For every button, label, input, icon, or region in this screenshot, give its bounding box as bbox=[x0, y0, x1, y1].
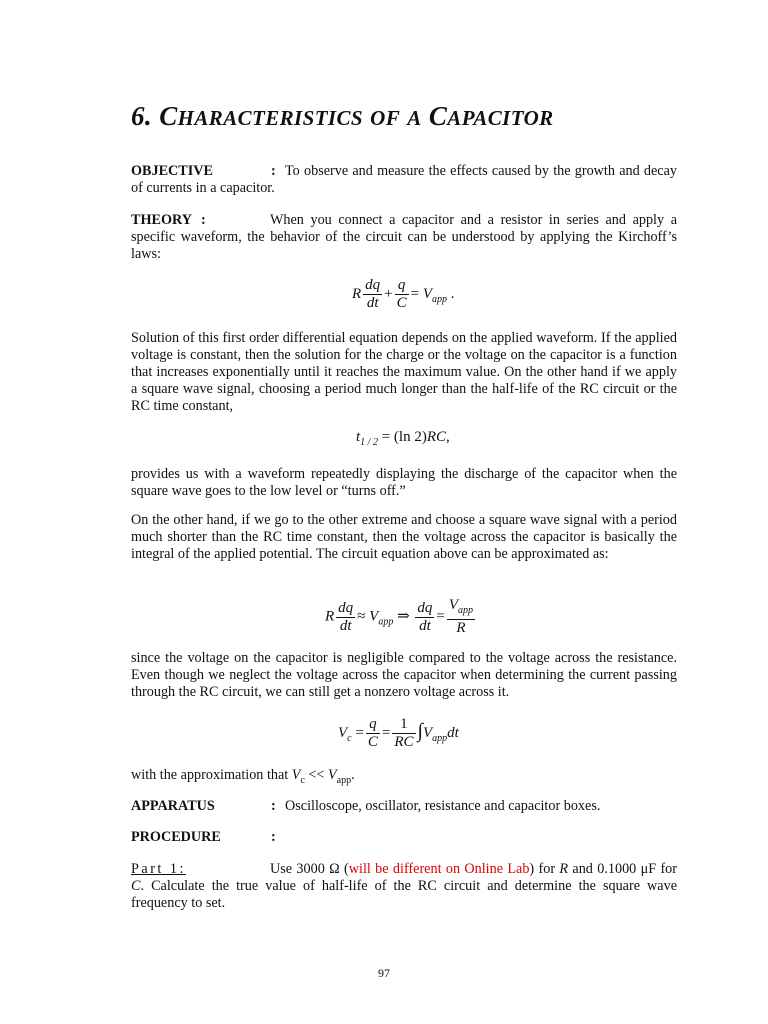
eq3-R: R bbox=[325, 608, 335, 625]
title-word: A bbox=[407, 106, 422, 130]
part1-text-4: . Calculate the true value of half-life of the RC circuit and determine the square wave frequency to set. bbox=[131, 878, 677, 911]
eq3-implies: ⇒ bbox=[397, 608, 410, 625]
eq3-dq: dq bbox=[338, 599, 354, 616]
paragraph-other-extreme: On the other hand, if we go to the other extreme and choose a square wave signal with a period much shorter than the RC time constant, then the voltage across the capacitor is basically the integral of the applied potential. The circuit equation above can be approximated as: bbox=[131, 512, 677, 562]
eq4-integral: ∫ bbox=[417, 719, 423, 742]
eq1-q: q bbox=[395, 277, 409, 295]
p5-V2: V bbox=[328, 767, 337, 783]
eq4-equals: = bbox=[355, 724, 364, 741]
title-text bbox=[159, 101, 553, 131]
eq4-dt: dt bbox=[447, 724, 459, 741]
eq2-t: t bbox=[356, 429, 361, 445]
theory-label: THEORY bbox=[131, 212, 192, 228]
objective-section bbox=[131, 163, 677, 197]
eq4-Vapp: V bbox=[422, 724, 433, 741]
part1-text-3: and 0.1000 μF for bbox=[568, 861, 677, 877]
eq3-dt: dt bbox=[339, 617, 352, 634]
eq1-dq: dq bbox=[365, 277, 381, 293]
eq3-app: app bbox=[378, 616, 394, 628]
equation-half-life bbox=[356, 429, 450, 448]
part1-label: Part 1: bbox=[131, 861, 186, 877]
part1-section bbox=[131, 861, 677, 912]
eq4-q: q bbox=[366, 716, 380, 734]
eq1-plus: + bbox=[384, 285, 393, 302]
part1-text-1: Use 3000 Ω ( bbox=[270, 861, 349, 877]
eq2-sub: 1 / 2 bbox=[360, 437, 378, 448]
theory-colon: : bbox=[201, 212, 206, 228]
eq4-equals2: = bbox=[381, 724, 391, 741]
objective-colon: : bbox=[271, 163, 276, 179]
paragraph-approximation-note bbox=[131, 767, 677, 789]
eq3-Vapp-num bbox=[447, 597, 475, 620]
apparatus-section bbox=[131, 798, 677, 815]
eq3-approx: ≈ bbox=[357, 608, 366, 625]
objective-label: OBJECTIVE bbox=[131, 163, 213, 179]
title-word: CAPACITOR bbox=[428, 101, 554, 131]
apparatus-text: Oscilloscope, oscillator, resistance and capacitor boxes. bbox=[285, 798, 601, 814]
eq1-app: app bbox=[432, 293, 448, 305]
p5-c: c bbox=[300, 775, 305, 786]
eq4-c: c bbox=[347, 732, 352, 744]
eq2-ln: (ln 2) bbox=[393, 429, 427, 445]
eq4-V: V bbox=[338, 724, 348, 741]
title-word: CHARACTERISTICS bbox=[159, 101, 363, 131]
eq4-one: 1 bbox=[392, 716, 415, 734]
equation-approximation bbox=[325, 597, 477, 637]
p5-end: . bbox=[351, 767, 355, 783]
p5-ll: << bbox=[304, 767, 328, 783]
eq3-Vapp: V bbox=[448, 597, 459, 613]
eq1-equals: = bbox=[410, 285, 420, 302]
eq3-R-den: R bbox=[456, 620, 466, 636]
eq2-equals: = bbox=[381, 429, 391, 445]
eq1-V: V bbox=[422, 285, 433, 302]
paragraph-waveform: provides us with a waveform repeatedly displaying the discharge of the capacitor when the square wave goes to the low level or “turns off.” bbox=[131, 466, 677, 499]
eq1-end: . bbox=[450, 285, 455, 302]
procedure-label: PROCEDURE bbox=[131, 829, 221, 845]
title-number: 6. bbox=[131, 101, 153, 131]
eq3-V: V bbox=[369, 608, 379, 625]
eq4-frac-1RC bbox=[392, 716, 415, 751]
eq3-app2: app bbox=[458, 605, 474, 616]
part1-R: R bbox=[559, 861, 569, 877]
part1-text-2: ) for bbox=[529, 861, 560, 877]
objective-text: To observe and measure the effects caused by the growth and decay of currents in a capacitor. bbox=[131, 163, 677, 196]
eq4-app: app bbox=[432, 732, 448, 744]
eq1-frac-dqdt bbox=[363, 277, 382, 312]
eq3-frac-dqdt2 bbox=[415, 600, 434, 635]
eq3-dq2: dq bbox=[417, 599, 433, 616]
theory-section bbox=[131, 212, 677, 263]
eq4-frac-qC bbox=[366, 716, 380, 751]
procedure-section bbox=[131, 829, 677, 846]
apparatus-colon: : bbox=[271, 798, 276, 814]
apparatus-label: APPARATUS bbox=[131, 798, 215, 814]
eq3-frac-dqdt bbox=[336, 600, 355, 635]
eq1-C: C bbox=[396, 295, 407, 311]
eq1-frac-qC bbox=[395, 277, 409, 312]
page-title bbox=[131, 101, 554, 132]
eq1-dt: dt bbox=[366, 295, 379, 311]
eq2-RC: RC bbox=[426, 429, 447, 445]
page-number: 97 bbox=[378, 966, 390, 980]
p5-app: app bbox=[336, 775, 352, 786]
title-word: OF bbox=[370, 106, 401, 130]
eq3-equals: = bbox=[436, 608, 445, 625]
paragraph-negligible: since the voltage on the capacitor is negligible compared to the voltage across the resistance. Even though we neglect the voltage across the capacitor when determining the current passing through the RC circuit, we can still get a nonzero voltage across it. bbox=[131, 650, 677, 700]
procedure-colon: : bbox=[271, 829, 276, 845]
theory-text: When you connect a capacitor and a resistor in series and apply a specific waveform, the behavior of the circuit can be understood by applying the Kirchoff’s laws: bbox=[131, 212, 677, 262]
eq3-frac-VappR bbox=[447, 597, 475, 637]
eq2-end: , bbox=[446, 429, 450, 445]
eq4-RC: RC bbox=[394, 734, 414, 750]
p5-text: with the approximation that bbox=[131, 767, 292, 783]
eq4-C: C bbox=[367, 734, 378, 750]
eq1-R: R bbox=[352, 285, 362, 302]
equation-capacitor-voltage bbox=[338, 716, 459, 751]
equation-kirchhoff bbox=[352, 277, 455, 312]
p5-V: V bbox=[291, 767, 301, 783]
paragraph-solution: Solution of this first order differential equation depends on the applied waveform. If the applied voltage is constant, then the solution for the charge or the voltage on the capacitor is a function that increases exponentially until it reaches the maximum value. On the other hand if we apply a square wave signal, choosing a period much longer than the half-life of the RC circuit or the RC time constant, bbox=[131, 330, 677, 414]
part1-C: C bbox=[131, 878, 141, 894]
part1-online-note: will be different on Online Lab bbox=[348, 861, 530, 877]
eq3-dt2: dt bbox=[419, 617, 431, 634]
